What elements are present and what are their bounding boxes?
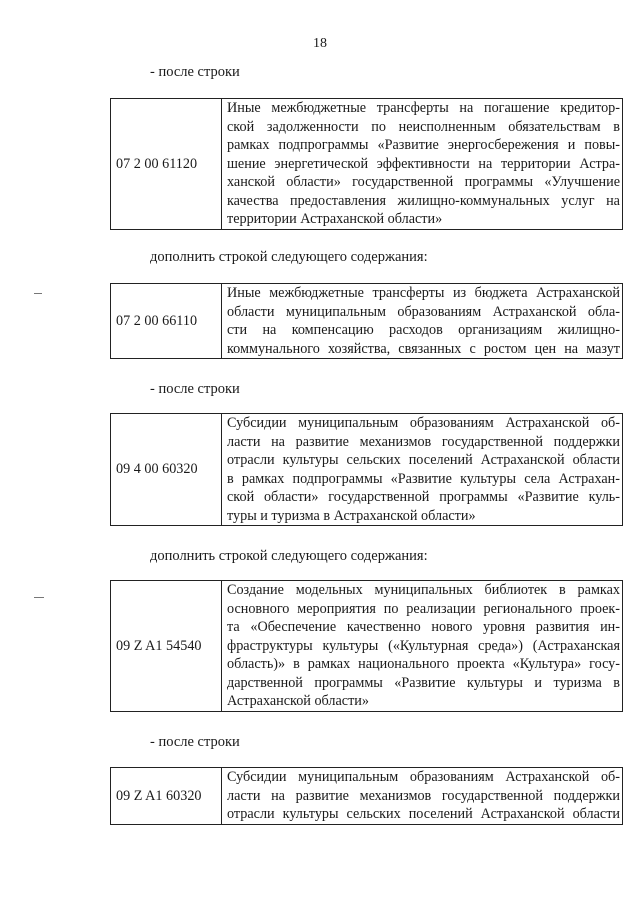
description-line: Создание модельных муниципальных библиотек в рамках bbox=[227, 582, 620, 598]
description-line: Астраханской области» bbox=[227, 693, 369, 709]
budget-description bbox=[222, 768, 623, 825]
budget-row bbox=[110, 283, 623, 359]
description-line: шение энергетической эффективности на территории Астра- bbox=[227, 155, 620, 172]
description-line: в рамках подпрограммы «Развитие культуры села Астрахан- bbox=[227, 470, 620, 487]
margin-mark bbox=[34, 597, 44, 598]
description-line: область)» в рамках национального проекта «Культура» госу- bbox=[227, 656, 620, 672]
description-line: ханской области» государственной программы «Улучшение bbox=[227, 174, 620, 190]
description-line: отрасли культуры сельских поселений Астраханской области bbox=[227, 806, 620, 822]
lead-text: дополнить строкой следующего содержания: bbox=[150, 249, 428, 265]
description-line: коммунального хозяйства, связанных с ростом цен на мазут bbox=[227, 340, 620, 357]
budget-description bbox=[222, 99, 623, 230]
lead-text: - после строки bbox=[150, 734, 240, 750]
description-line: та «Обеспечение качественно нового уровня развития ин- bbox=[227, 619, 620, 635]
lead-text: - после строки bbox=[150, 381, 240, 397]
budget-code: 07 2 00 61120 bbox=[111, 99, 222, 230]
description-line: туры и туризма в Астраханской области» bbox=[227, 507, 476, 524]
budget-description bbox=[222, 414, 623, 526]
lead-text: дополнить строкой следующего содержания: bbox=[150, 548, 428, 564]
margin-mark bbox=[34, 293, 42, 294]
budget-description bbox=[222, 581, 623, 712]
description-line: фраструктуры культуры («Культурная среда») (Астраханская bbox=[227, 637, 620, 654]
description-line: Субсидии муниципальным образованиям Астраханской об- bbox=[227, 769, 620, 785]
budget-description bbox=[222, 284, 623, 359]
budget-code: 09 Z A1 60320 bbox=[111, 768, 222, 825]
budget-code: 09 4 00 60320 bbox=[111, 414, 222, 526]
description-line: рамках подпрограммы «Развитие энергосбережения и повы- bbox=[227, 137, 620, 153]
description-line: ласти на развитие механизмов государственной поддержки bbox=[227, 433, 620, 450]
budget-row bbox=[110, 580, 623, 712]
description-line: области муниципальным образованиям Астраханской обла- bbox=[227, 303, 620, 320]
page-number: 18 bbox=[313, 36, 327, 51]
budget-row bbox=[110, 98, 623, 230]
budget-row bbox=[110, 767, 623, 825]
description-line: дарственной программы «Развитие культуры и туризма в bbox=[227, 674, 620, 691]
description-line: ской задолженности по неисполненным обязательствам в bbox=[227, 118, 620, 135]
lead-text: - после строки bbox=[150, 64, 240, 80]
description-line: территории Астраханской области» bbox=[227, 211, 443, 227]
budget-row bbox=[110, 413, 623, 526]
description-line: сти на компенсацию расходов организациям жилищно- bbox=[227, 322, 620, 338]
description-line: отрасли культуры сельских поселений Астраханской области bbox=[227, 452, 620, 468]
description-line: качества предоставления жилищно-коммунальных услуг на bbox=[227, 192, 620, 209]
description-line: Иные межбюджетные трансферты из бюджета Астраханской bbox=[227, 285, 620, 301]
description-line: основного мероприятия по реализации регионального проек- bbox=[227, 600, 620, 617]
budget-code: 07 2 00 66110 bbox=[111, 284, 222, 359]
description-line: ласти на развитие механизмов государственной поддержки bbox=[227, 787, 620, 804]
description-line: ской области» государственной программы «Развитие куль- bbox=[227, 489, 620, 505]
budget-code: 09 Z A1 54540 bbox=[111, 581, 222, 712]
description-line: Субсидии муниципальным образованиям Астраханской об- bbox=[227, 415, 620, 431]
description-line: Иные межбюджетные трансферты на погашение кредитор- bbox=[227, 100, 620, 116]
